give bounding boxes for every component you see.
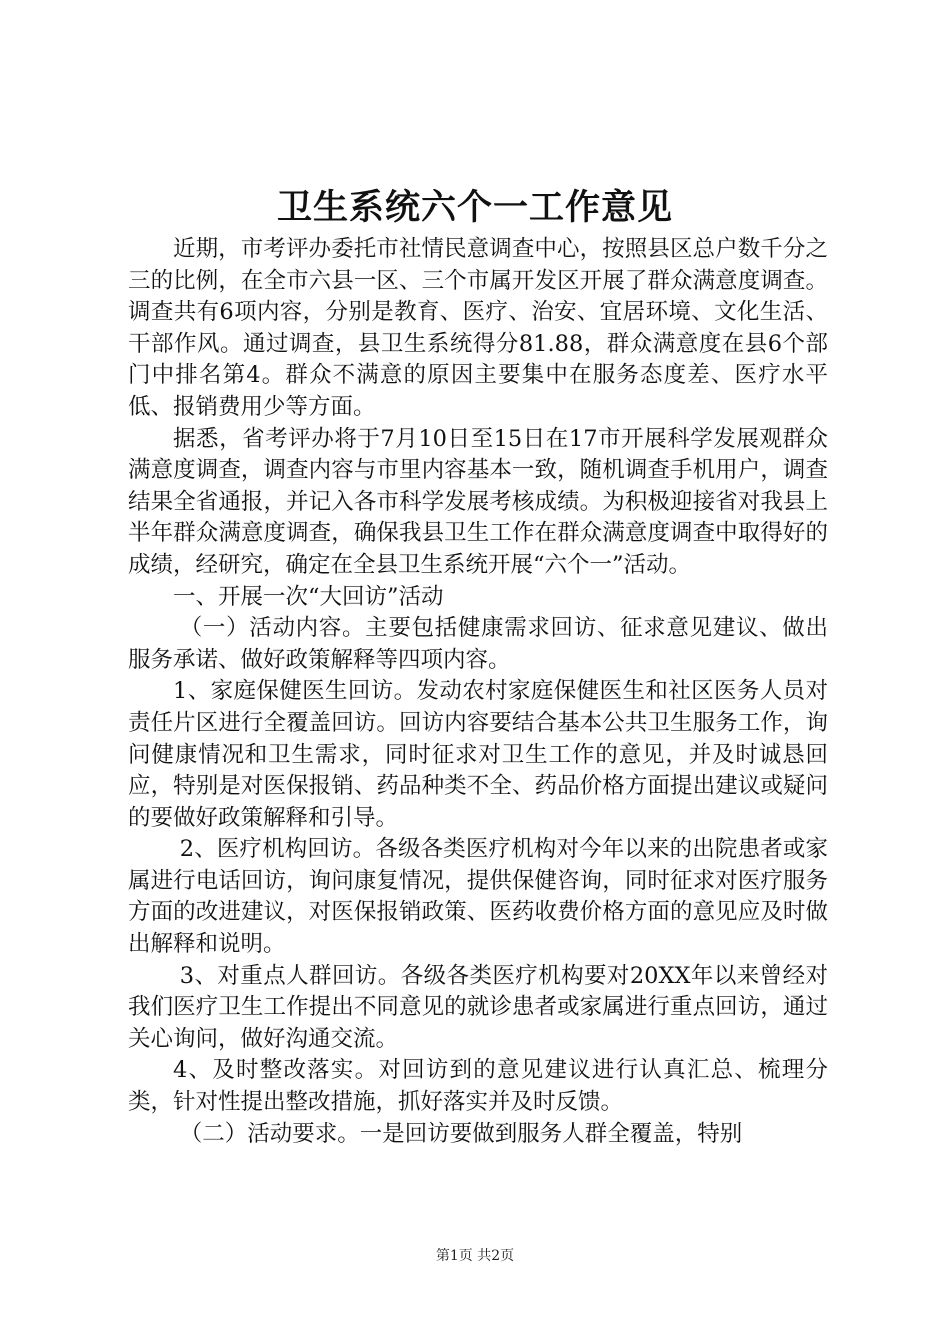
document-title: 卫生系统六个一工作意见 <box>276 187 673 228</box>
page-footer: 第1页 共2页 <box>435 1248 515 1264</box>
subsection-content: （一）活动内容。主要包括健康需求回访、征求意见建议、做出服务承诺、做好政策解释等四项内容。 <box>128 615 828 673</box>
subsection-requirements: （二）活动要求。一是回访要做到服务人群全覆盖，特别 <box>179 1120 743 1147</box>
item-1-family-doctor: 1、家庭保健医生回访。发动农村家庭保健医生和社区医务人员对责任片区进行全覆盖回访。回访内容要结合基本公共卫生服务工作，询问健康情况和卫生需求，同时征求对卫生工作的意见，并及时诚恳回应，特别是对医保报销、药品种类不全、药品价格方面提出建议或疑问的要做好政策解释和引导。 <box>128 678 828 831</box>
document-body <box>128 234 828 1150</box>
paragraph-intro: 近期，市考评办委托市社情民意调查中心，按照县区总户数千分之三的比例，在全市六县一区、三个市属开发区开展了群众满意度调查。调查共有6项内容，分别是教育、医疗、治安、宜居环境、文化生活、干部作风。通过调查，县卫生系统得分81.88，群众满意度在县6个部门中排名第4。群众不满意的原因主要集中在服务态度差、医疗水平低、报销费用少等方面。 <box>128 236 828 420</box>
item-3-key-groups: 3、对重点人群回访。各级各类医疗机构要对20XX年以来曾经对我们医疗卫生工作提出不同意见的就诊患者或家属进行重点回访，通过关心询问，做好沟通交流。 <box>128 962 828 1052</box>
item-2-medical-institution: 2、医疗机构回访。各级各类医疗机构对今年以来的出院患者或家属进行电话回访，询问康复情况，提供保健咨询，同时征求对医疗服务方面的改进建议，对医保报销政策、医药收费价格方面的意见应及时做出解释和说明。 <box>128 836 828 958</box>
section-heading-1: 一、开展一次“大回访”活动 <box>173 583 444 610</box>
paragraph-provincial-survey: 据悉，省考评办将于7月10日至15日在17市开展科学发展观群众满意度调查，调查内容与市里内容基本一致，随机调查手机用户，调查结果全省通报，并记入各市科学发展考核成绩。为积极迎接省对我县上半年群众满意度调查，确保我县卫生工作在群众满意度调查中取得好的成绩，经研究，确定在全县卫生系统开展“六个一”活动。 <box>128 425 828 578</box>
item-4-rectification: 4、及时整改落实。对回访到的意见建议进行认真汇总、梳理分类，针对性提出整改措施，抓好落实并及时反馈。 <box>128 1057 828 1116</box>
